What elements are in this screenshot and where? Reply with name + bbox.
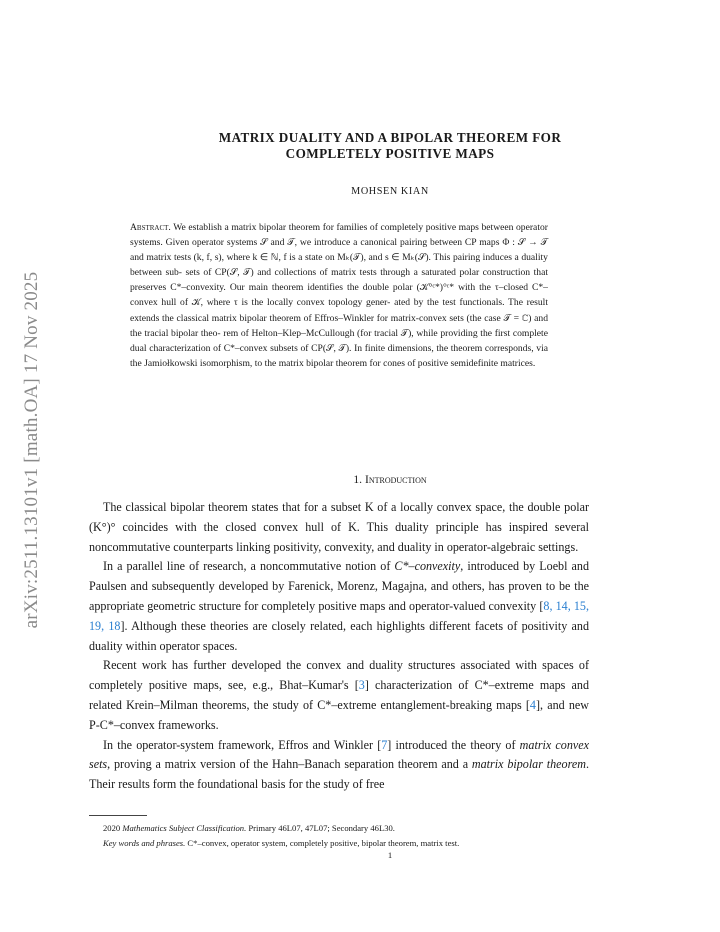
citation-link[interactable]: 7 (381, 737, 388, 752)
page-number: 1 (387, 850, 393, 860)
title-line-2: COMPLETELY POSITIVE MAPS (285, 146, 495, 161)
body-text (89, 498, 589, 795)
citation-link[interactable]: 3 (358, 678, 365, 693)
abstract-line: We establish a matrix bipolar theorem for families of completely positive (173, 222, 457, 233)
abstract-line: Effros–Winkler for matrix-convex sets (the case 𝒯 = ℂ) and the tracial bipolar theo- (130, 312, 548, 339)
text-run: , introduced by Loebl and Paulsen and subsequently developed by Farenick, Morenz, Magajna, and others, has proven to be the appropriate geometric structure for completely positive maps and operator-valued convexity [ (89, 559, 589, 613)
abstract-line: of positive semidefinite matrices. (407, 357, 536, 369)
text-run: In the operator-system framework, Effros and Winkler [ (103, 737, 382, 752)
keywords-label: Key words and phrases. (103, 837, 186, 848)
arxiv-sidebar (22, 240, 42, 660)
msc-footnote (89, 821, 589, 836)
text-run: ] characterization of C*–extreme maps and related Krein–Milman theorems, the study of C*–extreme entanglement-breaking maps [ (89, 678, 589, 712)
title-line-1: MATRIX DUALITY AND A BIPOLAR THEOREM FOR (218, 130, 562, 145)
emphasis: matrix convex sets (89, 737, 589, 772)
msc-year: 2020 (103, 823, 123, 833)
text-run: Recent work has further developed the convex and duality structures associated with spaces of completely positive maps, see, e.g., Bhat–Kumar's [ (89, 658, 589, 693)
msc-label: Mathematics Subject Classification. (122, 823, 247, 833)
paragraph-1: The classical bipolar theorem states that for a subset K of a locally convex space, the double polar (K°)° coincides with the closed convex hull of K. This duality principle has inspired several noncommutative counterparts linking positivity, convexity, and duality in operator-algebraic settings. (89, 500, 589, 554)
text-run: ] introduced the theory of (387, 737, 520, 752)
paragraph-4 (89, 736, 589, 795)
abstract-line: maps between operator systems. Given operator systems 𝒮 and 𝒯, we introduce a (130, 222, 548, 249)
abstract-line: f is a state on Mₖ(𝒯), and s ∈ Mₖ(𝒮). This pairing induces a duality between sub- (130, 252, 548, 279)
text-run: , proving a matrix version of the Hahn–Banach separation theorem and a (107, 757, 472, 772)
paragraph-2 (89, 557, 589, 656)
keywords-text: C*–convex, operator system, completely positive, bipolar theorem, matrix test. (185, 837, 460, 848)
citation-link[interactable]: 8, 14, 15, 19, 18 (89, 598, 589, 633)
abstract-heading: Abstract. (130, 222, 171, 233)
arxiv-identifier: arXiv:2511.13101v1 [math.OA] 17 Nov 2025 (21, 271, 42, 629)
keywords-footnote (89, 836, 589, 851)
emphasis: matrix bipolar theorem (471, 757, 586, 772)
section-heading (120, 473, 660, 486)
text-run: In a parallel line of research, a noncommutative notion of (103, 559, 395, 574)
text-run: ]. Although these theories are closely related, each highlights different facets of positivity and duality within operator spaces. (89, 618, 589, 653)
section-title: Introduction (364, 473, 427, 486)
abstract-line: corresponds, via the Jamiołkowski isomorphism, to the matrix bipolar theorem for cones (130, 342, 548, 369)
author-name: MOHSEN KIAN (351, 186, 429, 197)
abstract-line: with the τ–closed C*–convex hull of 𝒦, where τ is the locally convex topology gener- (130, 282, 548, 309)
emphasis: C*–convexity (394, 559, 461, 574)
citation-link[interactable]: 4 (529, 697, 536, 712)
msc-codes: Primary 46L07, 47L07; Secondary 46L30. (246, 823, 395, 833)
paper-title (120, 130, 660, 162)
abstract-line: sets of CP(𝒮, 𝒯) and collections of matrix tests through a saturated polar construction (185, 267, 531, 279)
paragraph-3 (89, 656, 589, 735)
footnote-rule (89, 815, 147, 816)
abstract (130, 220, 548, 371)
abstract-line: that preserves C*–convexity. Our main theorem identifies the double polar (𝒦°ᶜ*)°ᶜ* (130, 267, 549, 294)
abstract-line: rem of Helton–Klep–McCullough (for tracial 𝒯), while providing the first complete dual (130, 327, 548, 354)
text-run: . Their results form the foundational basis for the study of free (89, 757, 589, 792)
abstract-line: canonical pairing between CP maps Φ : 𝒮 → 𝒯 and matrix tests (k, f, s), where k ∈ ℕ, (130, 237, 549, 264)
abstract-line: characterization of C*–convex subsets of CP(𝒮, 𝒯). In finite dimensions, the theorem (149, 342, 483, 354)
text-run: ], and new P-C*–convex frameworks. (89, 697, 589, 732)
section-number: 1. (353, 473, 363, 486)
footnotes (89, 821, 589, 850)
abstract-line: ated by the test functionals. The result extends the classical matrix bipolar theorem of (130, 297, 548, 324)
